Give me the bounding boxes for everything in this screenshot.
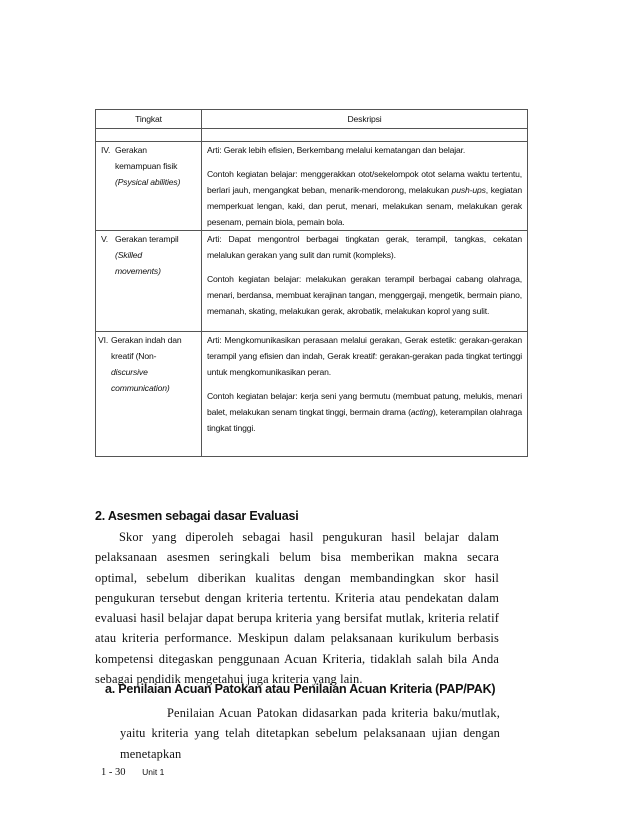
level-name: Gerakan indah dan bbox=[111, 335, 182, 345]
header-deskripsi: Deskripsi bbox=[202, 110, 528, 129]
level-name: Gerakan bbox=[115, 145, 147, 155]
table-blank-row bbox=[96, 129, 528, 142]
level-name: Gerakan terampil bbox=[115, 234, 179, 244]
level-english: (Skilled bbox=[115, 250, 142, 260]
table-row bbox=[96, 231, 528, 332]
paragraph-pap: Penilaian Acuan Patokan didasarkan pada kriteria baku/mutlak, yaitu kriteria yang telah ditetapkan sebelum pelaksanaan ujian dengan menetapkan bbox=[120, 706, 500, 761]
description-arti: Arti: Mengkomunikasikan perasaan melalui gerakan, Gerak estetik: gerakan-gerakan terampil yang efisien dan indah, Gerak kreatif: gerakan-gerakan pada tingkat tertinggi untuk mengkomunikasikan peran. bbox=[207, 335, 522, 377]
level-cell bbox=[96, 231, 202, 332]
page-number: 1 - 30 bbox=[101, 767, 126, 778]
description-cell bbox=[202, 332, 528, 457]
level-name: kreatif (Non- bbox=[111, 351, 157, 361]
description-contoh: Contoh kegiatan belajar: menggerakkan otot/sekelompok otot selama waktu tertentu, berlari jauh, mengangkat beban, menarik-mendorong, melakukan push-ups, kegiatan memperkuat lengan, kaki, dan perut, menari, melakukan senam, melakukan gerak pesenam, pemain biola, pemain bola. bbox=[207, 169, 522, 227]
section-heading-asesmen: 2. Asesmen sebagai dasar Evaluasi bbox=[95, 509, 299, 523]
description-contoh: Contoh kegiatan belajar: melakukan gerakan terampil berbagai cabang olahraga, menari, berdansa, membuat kerajinan tangan, menggergaji, mengetik, bermain piano, memanah, skating, melakukan gerak, akrobatik, melakukan koprol yang sulit. bbox=[207, 274, 522, 316]
table-header-row bbox=[96, 110, 528, 129]
level-number: V. bbox=[101, 234, 109, 244]
level-english: communication) bbox=[111, 383, 170, 393]
level-name: kemampuan fisik bbox=[115, 161, 178, 171]
description-arti: Arti: Dapat mengontrol berbagai tingkatan gerak, terampil, tangkas, cekatan melalukan gerakan yang sulit dan rumit (kompleks). bbox=[207, 234, 522, 260]
unit-label: Unit 1 bbox=[142, 767, 165, 777]
level-english: discursive bbox=[111, 367, 148, 377]
header-tingkat: Tingkat bbox=[96, 110, 202, 129]
subsection-heading-pap: a. Penilaian Acuan Patokan atau Penilaian Acuan Kriteria (PAP/PAK) bbox=[105, 682, 496, 696]
section-body bbox=[95, 527, 499, 689]
paragraph-asesmen: Skor yang diperoleh sebagai hasil pengukuran hasil belajar dalam pelaksanaan asesmen seringkali belum bisa memberikan makna secara optimal, sebelum diberikan kualitas dengan membandingkan skor hasil pengukuran tersebut dengan kriteria tertentu. Kriteria atau pendekatan dalam evaluasi hasil belajar dapat berupa kriteria yang bersifat mutlak, kriteria relatif atau kriteria performance. Meskipun dalam pelaksanaan kurikulum berbasis kompetensi ditegaskan penggunaan Acuan Kriteria, tidaklah salah bila Anda sebagai pendidik mengetahui juga kriteria yang lain. bbox=[95, 530, 499, 687]
subsection-body bbox=[120, 703, 500, 764]
description-cell bbox=[202, 231, 528, 332]
description-arti: Arti: Gerak lebih efisien, Berkembang melalui kematangan dan belajar. bbox=[207, 145, 466, 155]
taxonomy-table bbox=[95, 109, 528, 457]
description-cell bbox=[202, 142, 528, 231]
page-footer bbox=[101, 767, 164, 778]
level-number: VI. bbox=[98, 335, 109, 345]
table-row bbox=[96, 142, 528, 231]
level-english: (Psysical abilities) bbox=[115, 177, 181, 187]
level-english: movements) bbox=[115, 266, 161, 276]
level-cell bbox=[96, 142, 202, 231]
description-contoh: Contoh kegiatan belajar: kerja seni yang bermutu (membuat patung, melukis, menari balet, melakukan senam tingkat tinggi, bermain drama (acting), keterampilan olahraga tingkat tinggi. bbox=[207, 391, 522, 433]
level-number: IV. bbox=[101, 145, 111, 155]
table-row bbox=[96, 332, 528, 457]
level-cell bbox=[96, 332, 202, 457]
